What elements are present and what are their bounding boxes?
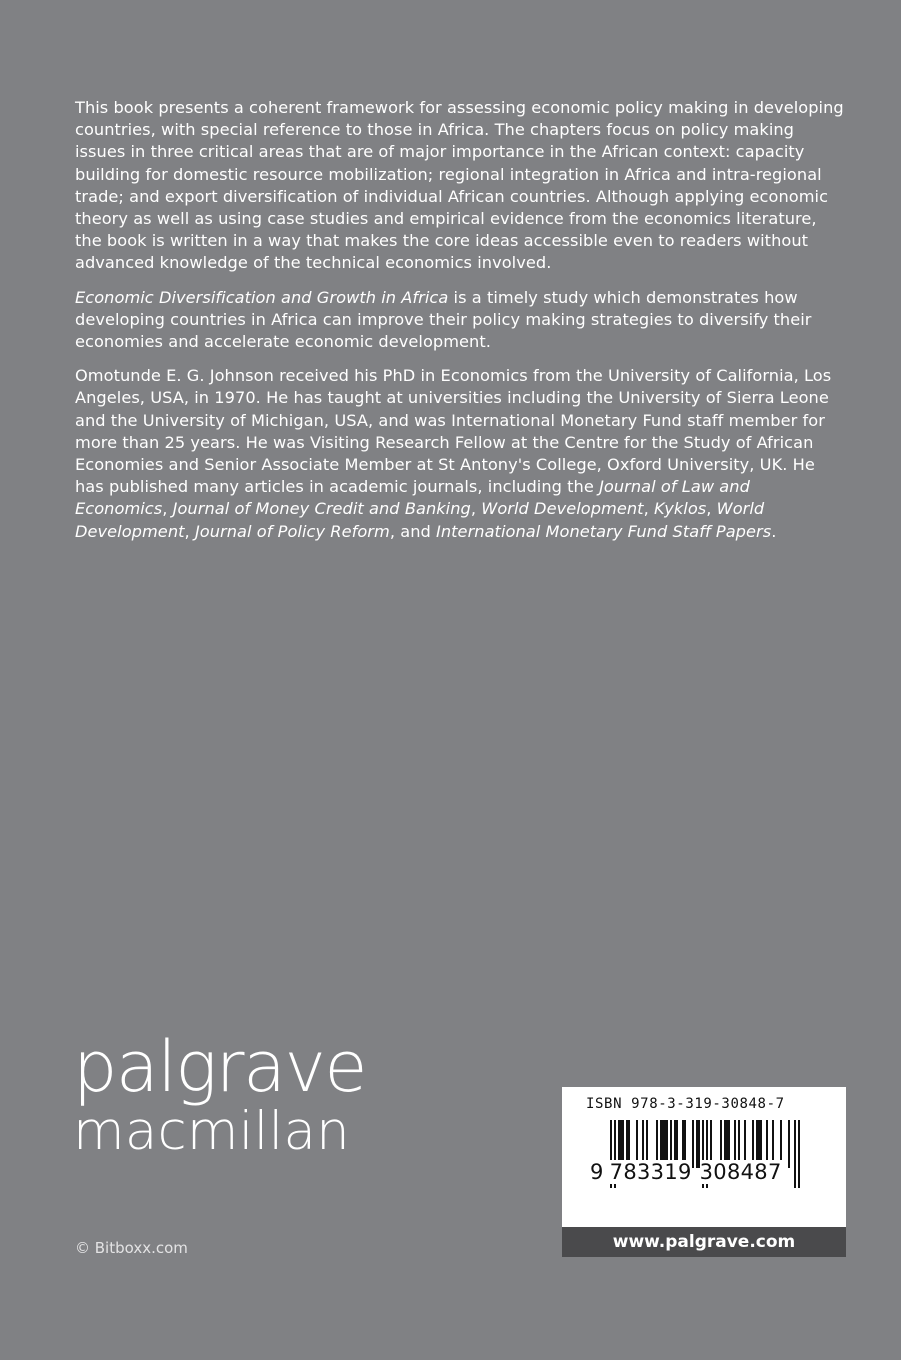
barcode-digits-right: 308487 [699,1160,782,1184]
journal-title: International Monetary Fund Staff Papers [436,521,772,541]
journal-title: World Development [75,499,765,541]
period: . [771,521,777,541]
barcode-bar [788,1120,790,1168]
publisher-url: www.palgrave.com [562,1227,846,1257]
blurb-paragraph-2-text: is a timely study which demonstrates how developing countries in Africa can improve their policy making strategies to diversify their economies and accelerate economic development. [75,287,812,352]
book-title: Economic Diversification and Growth in Africa [75,287,449,307]
image-copyright: © Bitboxx.com [75,1239,188,1257]
back-cover-blurb [75,97,845,555]
logo-line-1: palgrave [73,1026,366,1108]
author-bio [75,365,845,543]
barcode-digit-lead: 9 [590,1160,604,1184]
separator: , [470,499,482,519]
journal-title: Journal of Policy Reform [194,521,390,541]
barcode-bar [798,1120,800,1188]
author-bio-text: Omotunde E. G. Johnson received his PhD in Economics from the University of California, Los Angeles, USA, in 1970. He has taught at universities including the University of Sierra Leone and the University of Michigan, USA, and was International Monetary Fund staff member for more than 25 years. He was Visiting Research Fellow at the Centre for the Study of African Economies and Senior Associate Member at St Antony's College, Oxford University, UK. He has published many articles in academic journals, including the [75,366,832,497]
barcode-digits-left: 783319 [609,1160,692,1184]
barcode-box [562,1087,846,1227]
logo-line-2: macmillan [73,1101,350,1162]
separator: , [184,521,195,541]
separator: , [643,499,654,519]
journal-title: Journal of Money Credit and Banking [172,499,471,519]
blurb-paragraph-1: This book presents a coherent framework for assessing economic policy making in developing countries, with special reference to those in Africa. The chapters focus on policy making issues in three critical areas that are of major importance in the African context: capacity building for domestic resource mobilization; regional integration in Africa and intra-regional trade; and export diversification of individual African countries. Although applying economic theory as well as using case studies and empirical evidence from the economics literature, the book is written in a way that makes the core ideas accessible even to readers without advanced knowledge of the technical economics involved. [75,98,844,273]
barcode-digits [590,1160,782,1184]
publisher-logo [73,1026,366,1162]
separator: , [706,499,717,519]
separator: , [162,499,173,519]
blurb-paragraph-2 [75,287,845,354]
barcode-bar [794,1120,796,1188]
isbn-label: ISBN 978-3-319-30848-7 [586,1096,785,1112]
journal-title: World Development [481,499,644,519]
separator: , and [389,521,437,541]
journal-title: Journal of Law and Economics [75,477,750,519]
journal-title: Kyklos [653,499,707,519]
